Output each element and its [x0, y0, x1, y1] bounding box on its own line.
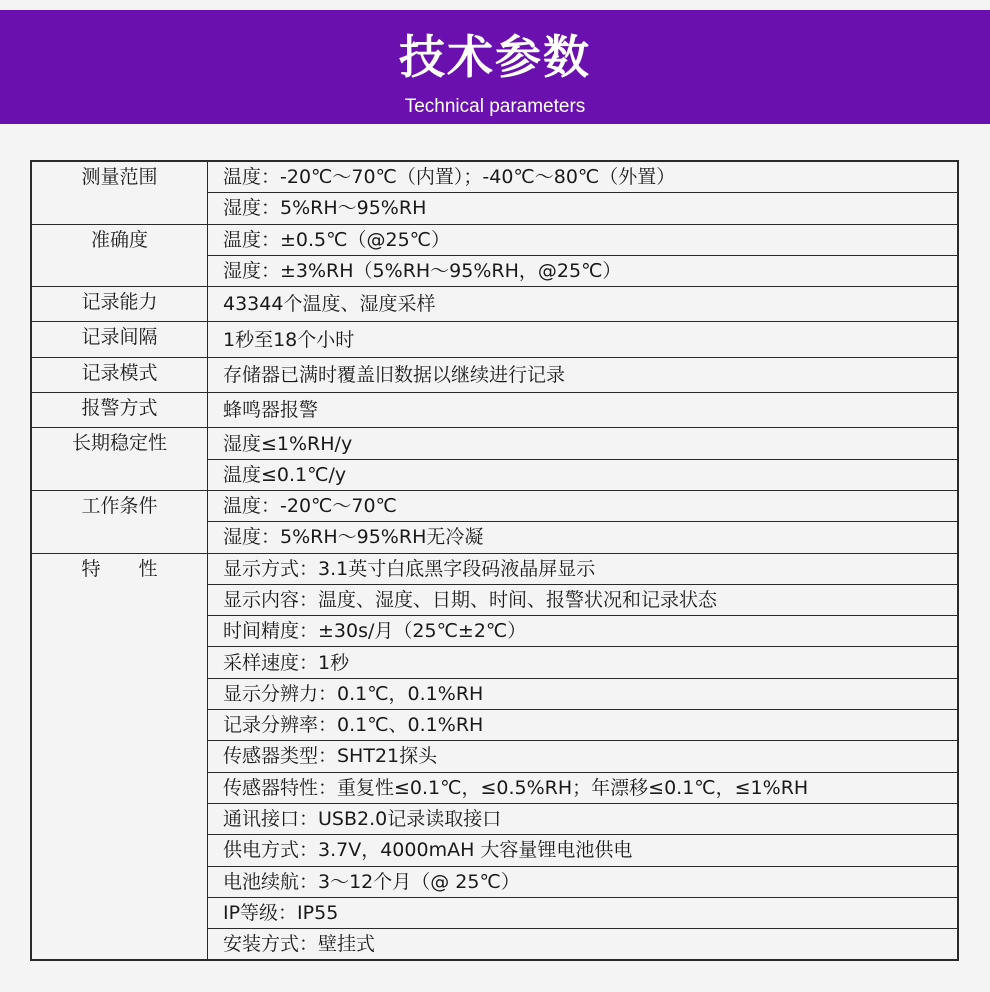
param-label: 报警方式 [31, 393, 208, 428]
parameters-table [30, 160, 959, 961]
table-row [31, 428, 958, 459]
param-label: 准确度 [31, 224, 208, 287]
param-value: 湿度：±3%RH（5%RH～95%RH，@25℃） [208, 255, 959, 286]
table-row [31, 553, 958, 584]
param-label: 记录模式 [31, 357, 208, 392]
header-banner [0, 10, 990, 124]
param-value: 湿度：5%RH～95%RH [208, 193, 959, 224]
param-value: IP等级：IP55 [208, 897, 959, 928]
param-label: 特 性 [31, 553, 208, 960]
table-row [31, 161, 958, 193]
param-value: 通讯接口：USB2.0记录读取接口 [208, 803, 959, 834]
param-value: 显示方式：3.1英寸白底黑字段码液晶屏显示 [208, 553, 959, 584]
param-value: 传感器特性：重复性≤0.1℃，≤0.5%RH；年漂移≤0.1℃，≤1%RH [208, 772, 959, 803]
param-value: 存储器已满时覆盖旧数据以继续进行记录 [208, 357, 959, 392]
param-value: 安装方式：壁挂式 [208, 929, 959, 961]
param-value: 时间精度：±30s/月（25℃±2℃） [208, 616, 959, 647]
param-label: 记录能力 [31, 287, 208, 322]
param-value: 1秒至18个小时 [208, 322, 959, 357]
table-row [31, 490, 958, 521]
param-label: 测量范围 [31, 161, 208, 224]
param-value: 电池续航：3～12个月（@ 25℃） [208, 866, 959, 897]
param-value: 记录分辨率：0.1℃、0.1%RH [208, 710, 959, 741]
param-value: 传感器类型：SHT21探头 [208, 741, 959, 772]
param-value: 湿度：5%RH～95%RH无冷凝 [208, 522, 959, 553]
param-value: 蜂鸣器报警 [208, 393, 959, 428]
param-value: 温度：-20℃～70℃ [208, 490, 959, 521]
param-value: 供电方式：3.7V，4000mAH 大容量锂电池供电 [208, 835, 959, 866]
param-value: 显示分辨力：0.1℃，0.1%RH [208, 678, 959, 709]
table-row [31, 224, 958, 255]
page-title: 技术参数 [399, 30, 591, 84]
param-value: 湿度≤1%RH/y [208, 428, 959, 459]
param-label: 工作条件 [31, 490, 208, 553]
param-value: 43344个温度、湿度采样 [208, 287, 959, 322]
param-value: 温度：±0.5℃（@25℃） [208, 224, 959, 255]
param-value: 采样速度：1秒 [208, 647, 959, 678]
table-row [31, 357, 958, 392]
param-value: 显示内容：温度、湿度、日期、时间、报警状况和记录状态 [208, 584, 959, 615]
page-subtitle: Technical parameters [404, 96, 586, 117]
param-label: 长期稳定性 [31, 428, 208, 491]
param-value: 温度：-20℃～70℃（内置）；-40℃～80℃（外置） [208, 161, 959, 193]
param-label: 记录间隔 [31, 322, 208, 357]
param-value: 温度≤0.1℃/y [208, 459, 959, 490]
table-row [31, 287, 958, 322]
table-row [31, 322, 958, 357]
table-row [31, 393, 958, 428]
